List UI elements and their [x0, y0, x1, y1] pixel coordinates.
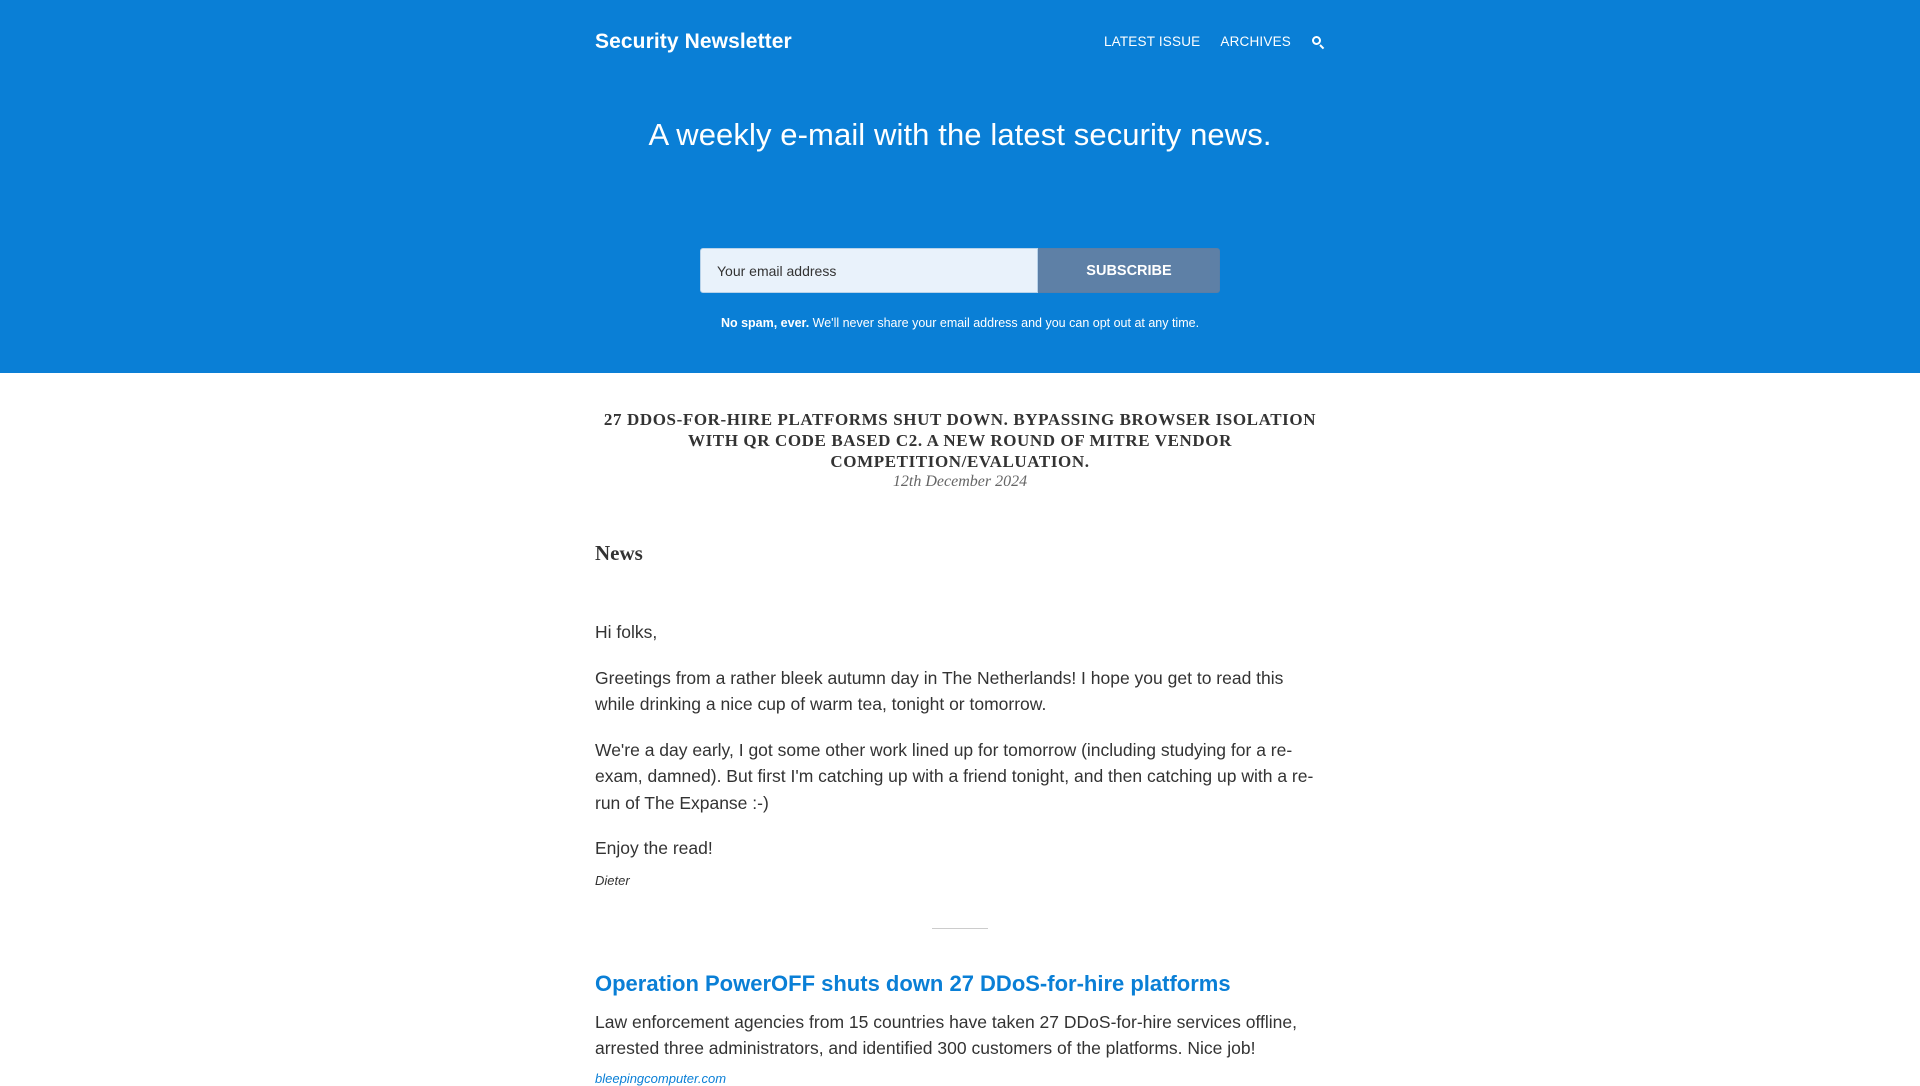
author-signoff: Dieter: [595, 872, 630, 888]
issue-date: 12th December 2024: [892, 473, 1028, 490]
intro-paragraph: We're a day early, I got some other work lined up for tomorrow (including studying for a re-exam, damned). But first I'm catching up with a friend tonight, and then catching up with a re-run of The Expanse :-): [595, 739, 1314, 813]
intro-closing: Enjoy the read!: [595, 838, 713, 858]
search-icon-lens: [1312, 36, 1321, 45]
main-nav: [1104, 34, 1325, 49]
spam-disclaimer: [0, 316, 1920, 330]
nav-latest-issue[interactable]: LATEST ISSUE: [1103, 34, 1201, 49]
email-input[interactable]: [700, 248, 1038, 293]
search-icon-handle: [1319, 44, 1324, 49]
article-title-link[interactable]: Operation PowerOFF shuts down 27 DDoS-for-hire platforms: [595, 970, 1231, 996]
intro-greeting: Hi folks,: [595, 622, 658, 642]
search-icon[interactable]: [1311, 35, 1325, 49]
hero-tagline: A weekly e-mail with the latest security news.: [648, 117, 1272, 152]
article-summary: Law enforcement agencies from 15 countries have taken 27 DDoS-for-hire services offline, arrested three administrators, and identified 300 customers of the platforms. Nice job!: [595, 1011, 1297, 1058]
intro-paragraph: Greetings from a rather bleek autumn day in The Netherlands! I hope you get to read this while drinking a nice cup of warm tea, tonight or tomorrow.: [595, 667, 1284, 714]
issue-title: 27 DDOS-FOR-HIRE PLATFORMS SHUT DOWN. BYPASSING BROWSER ISOLATION WITH QR CODE BASED C2. A NEW ROUND OF MITRE VENDOR COMPETITION/EVALUATION.: [603, 410, 1317, 471]
site-brand-link[interactable]: Security Newsletter: [595, 30, 792, 53]
news-article: [595, 971, 1325, 1086]
subscribe-button[interactable]: SUBSCRIBE: [1038, 248, 1220, 293]
section-heading-news: News: [595, 541, 643, 565]
newsletter-content: [595, 373, 1325, 1086]
disclaimer-bold: No spam, ever.: [720, 316, 810, 330]
section-divider: [932, 928, 988, 929]
disclaimer-text: We'll never share your email address and you can opt out at any time.: [809, 316, 1200, 330]
nav-archives[interactable]: ARCHIVES: [1220, 34, 1291, 49]
article-source-link[interactable]: bleepingcomputer.com: [595, 1070, 727, 1086]
subscribe-form: [700, 248, 1220, 293]
hero-header: [0, 0, 1920, 373]
top-navigation-bar: [595, 30, 1325, 60]
